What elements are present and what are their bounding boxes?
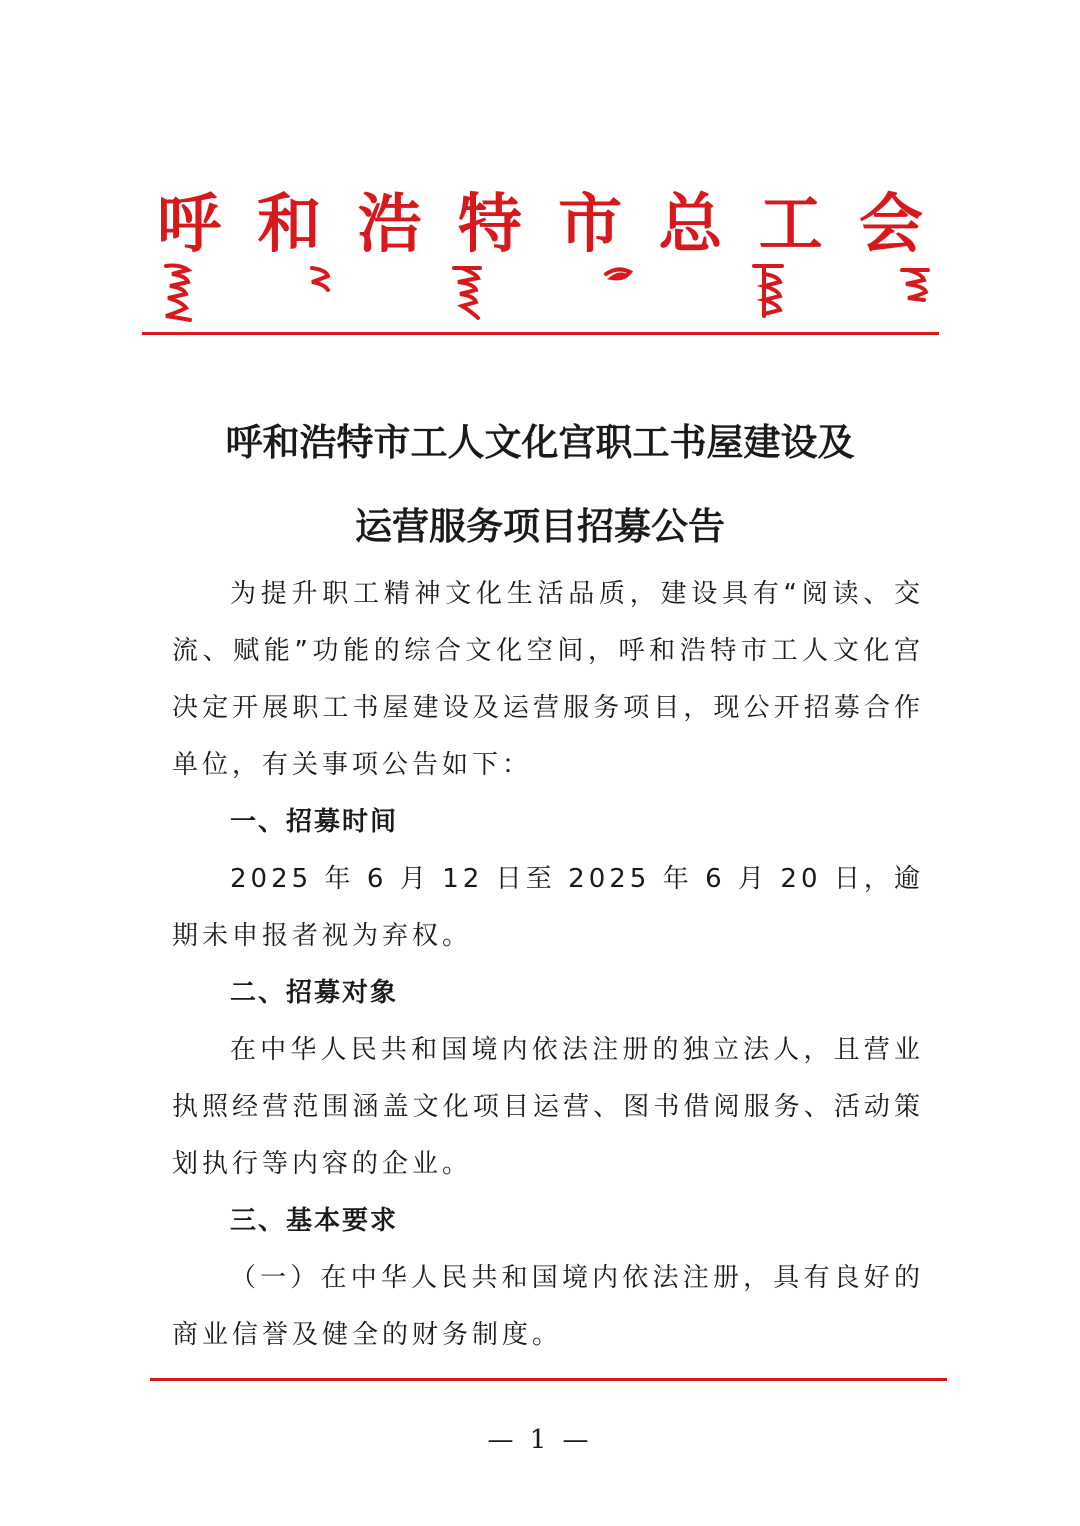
letterhead-red-rule — [142, 332, 939, 335]
letterhead-mongolian-script — [150, 262, 930, 322]
section-heading: 三、基本要求 — [230, 1206, 399, 1236]
section-paragraph: 2025 年 6 月 12 日至 2025 年 6 月 20 日，逾期未申报者视为弃权。 — [172, 864, 924, 951]
section-heading: 二、招募对象 — [230, 978, 399, 1008]
mongolian-word-glyph — [598, 262, 638, 322]
intro-paragraph: 为提升职工精神文化生活品质，建设具有“阅读、交流、赋能”功能的综合文化空间，呼和浩特市工人文化宫决定开展职工书屋建设及运营服务项目，现公开招募合作单位，有关事项公告如下： — [172, 579, 924, 780]
letterhead-char: 工 — [758, 187, 823, 262]
section-paragraph: 在中华人民共和国境内依法注册的独立法人，且营业执照经营范围涵盖文化项目运营、图书借阅服务、活动策划执行等内容的企业。 — [172, 1035, 924, 1179]
section-heading: 一、招募时间 — [230, 807, 399, 837]
page-number: — 1 — — [487, 1425, 593, 1455]
document-title-line-2: 运营服务项目招募公告 — [355, 504, 725, 548]
letterhead-char: 浩 — [357, 187, 422, 262]
letterhead-char: 市 — [558, 187, 623, 262]
footer-red-rule — [150, 1378, 947, 1381]
letterhead-char: 总 — [658, 187, 723, 262]
document-body — [172, 566, 924, 1364]
mongolian-word-glyph — [748, 262, 788, 322]
letterhead-char: 和 — [257, 187, 322, 262]
section-paragraph: （一）在中华人民共和国境内依法注册，具有良好的商业信誉及健全的财务制度。 — [172, 1263, 924, 1350]
document-title-line-1: 呼和浩特市工人文化宫职工书屋建设及 — [225, 420, 855, 464]
letterhead-char: 呼 — [157, 187, 221, 262]
mongolian-word-glyph — [896, 262, 936, 322]
letterhead-char: 会 — [858, 187, 923, 262]
letterhead-char: 特 — [457, 187, 522, 262]
letterhead-org-name — [150, 187, 930, 262]
mongolian-word-glyph — [300, 262, 340, 322]
mongolian-word-glyph — [158, 262, 198, 322]
mongolian-word-glyph — [448, 262, 488, 322]
